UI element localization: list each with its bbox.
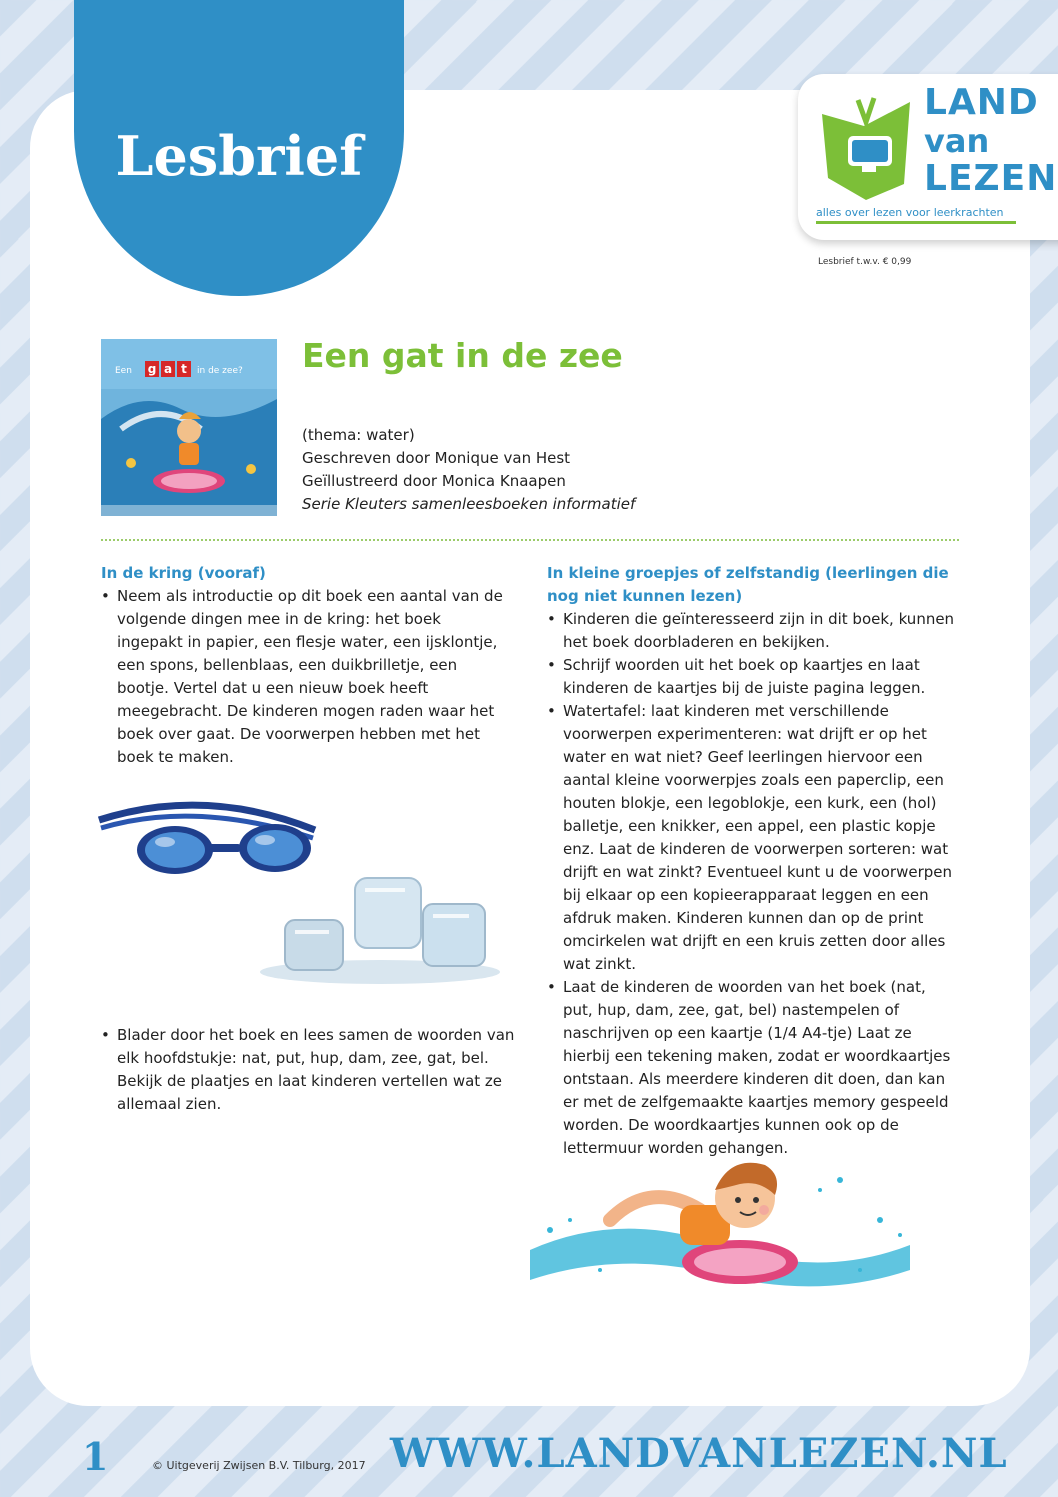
list-item: • Watertafel: laat kinderen met verschillende voorwerpen experimenteren: wat drijft er op het water en wat niet? Geef leerlingen hiervoor een aantal kleine voorwerpjes zoals een paperclip, een houten blokje, een legoblokje, een kurk, een (hol) balletje, een knikker, een appel, een plastic kopje enz. Laat de kinderen de voorwerpen sorteren: wat drijft en wat zinkt? Eventueel kunt u de voorwerpen bij elkaar op een kopieerapparaat leggen en een afdruk maken. Kinderen kunnen dan op de print omcirkelen wat drijft en een kruis zetten door alles wat zinkt. [547, 700, 959, 976]
right-column-heading: In kleine groepjes of zelfstandig (leerlingen die nog niet kunnen lezen) [547, 564, 949, 605]
page-number: 1 [82, 1434, 109, 1479]
list-item: • Neem als introductie op dit boek een aantal van de volgende dingen mee in de kring: het boek ingepakt in papier, een flesje water, een ijsklontje, een spons, bellenblaas, een duikbrilletje, een bootje. Vertel dat u een nieuw boek heeft meegebracht. De kinderen mogen raden waar het boek over gaat. De voorwerpen hebben met het boek te maken. [101, 585, 511, 769]
logo-line-land: LAND [924, 82, 1039, 123]
list-item: • Kinderen die geïnteresseerd zijn in dit boek, kunnen het boek doorbladeren en bekijken. [547, 608, 959, 654]
left-column-list-bottom [101, 1024, 516, 1116]
website-link[interactable]: WWW.LANDVANLEZEN.NL [390, 1430, 1008, 1477]
swimmer-illustration [520, 1150, 920, 1300]
logo-line-lezen: LEZEN [924, 158, 1058, 199]
book-series: Serie Kleuters samenleesboeken informatief [302, 495, 636, 513]
section-divider [101, 539, 959, 541]
left-column-bottom [101, 1024, 516, 1116]
cover-title-word-een: Een [115, 366, 132, 376]
book-cover-image [101, 339, 277, 516]
right-column-list [547, 608, 959, 1160]
list-item: • Laat de kinderen de woorden van het boek (nat, put, hup, dam, zee, gat, bel) nastempelen of naschrijven op een kaartje (1/4 A4-tje) Laat ze hierbij een tekening maken, zodat er woordkaartjes ontstaan. Als meerdere kinderen dit doen, dan kan er met de zelfgemaakte kaartjes memory gespeeld worden. De woordkaartjes kunnen ook op de lettermuur worden gehangen. [547, 976, 959, 1160]
page-title: Lesbrief [115, 124, 363, 188]
list-item: • Blader door het boek en lees samen de woorden van elk hoofdstukje: nat, put, hup, dam, zee, gat, bel. Bekijk de plaatjes en laat kinderen vertellen wat ze allemaal zien. [101, 1024, 516, 1116]
book-author: Geschreven door Monique van Hest [302, 449, 571, 467]
book-metadata [302, 424, 635, 516]
left-column-list-top [101, 585, 511, 769]
book-title: Een gat in de zee [302, 336, 623, 375]
ice-cubes-image [255, 860, 505, 990]
cover-letter-g: g [147, 362, 157, 376]
price-label: Lesbrief t.w.v. € 0,99 [818, 257, 912, 267]
logo-tagline: alles over lezen voor leerkrachten [816, 206, 1016, 224]
right-column [547, 562, 959, 1160]
left-column [101, 562, 511, 769]
tv-book-icon [818, 92, 918, 202]
left-column-heading: In de kring (vooraf) [101, 564, 266, 582]
land-van-lezen-logo[interactable] [798, 74, 1058, 240]
book-illustrator: Geïllustreerd door Monica Knaapen [302, 472, 566, 490]
cover-title-rest: in de zee? [197, 366, 243, 376]
cover-letter-t: t [181, 362, 187, 376]
logo-line-van: van [924, 122, 990, 160]
logo-wordmark [924, 84, 1057, 198]
list-item: • Schrijf woorden uit het boek op kaartjes en laat kinderen de kaartjes bij de juiste pagina leggen. [547, 654, 959, 700]
cover-letter-a: a [163, 362, 173, 376]
copyright-notice: © Uitgeverij Zwijsen B.V. Tilburg, 2017 [152, 1459, 366, 1472]
book-theme: (thema: water) [302, 426, 415, 444]
